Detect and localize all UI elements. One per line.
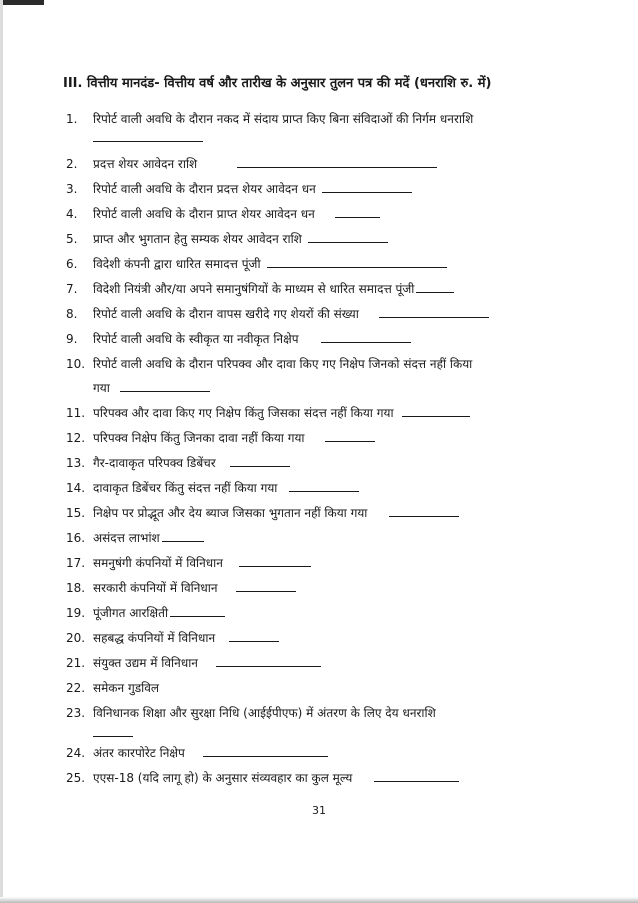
item-number: 2. xyxy=(66,157,78,171)
item-number: 14. xyxy=(66,481,86,495)
item-text: विदेशी नियंत्री और/या अपने समानुषंगियों के माध्यम से धारित समादत्त पूंजी xyxy=(93,282,415,296)
answer-blank[interactable] xyxy=(170,606,225,617)
item-text: संयुक्त उद्यम में विनिधान xyxy=(93,656,198,670)
list-item xyxy=(66,406,586,421)
list-item xyxy=(66,581,586,596)
answer-blank[interactable] xyxy=(229,631,279,642)
item-number: 5. xyxy=(66,232,78,246)
item-text: पूंजीगत आरक्षिती xyxy=(93,606,169,620)
item-text: परिपक्व निक्षेप किंतु जिनका दावा नहीं किया गया xyxy=(93,431,305,445)
list-item xyxy=(66,631,586,646)
item-text: रिपोर्ट वाली अवधि के दौरान नकद में संदाय प्राप्त किए बिना संविदाओं की निर्गम धनराशि xyxy=(93,112,474,126)
list-item xyxy=(66,606,586,621)
answer-blank[interactable] xyxy=(402,406,470,417)
list-item xyxy=(66,456,586,471)
list-item xyxy=(66,531,586,546)
list-item xyxy=(66,481,586,496)
answer-blank[interactable] xyxy=(321,332,411,343)
list-item xyxy=(66,357,586,372)
list-item xyxy=(66,307,586,322)
answer-blank[interactable] xyxy=(308,232,388,243)
item-number: 3. xyxy=(66,182,78,196)
answer-blank[interactable] xyxy=(325,431,375,442)
list-item xyxy=(66,656,586,671)
item-text: समेकन गुडविल xyxy=(93,681,160,695)
item-text: रिपोर्ट वाली अवधि के दौरान वापस खरीदे गए शेयरों की संख्या xyxy=(93,307,359,321)
item-text: परिपक्व और दावा किए गए निक्षेप किंतु जिसका संदत्त नहीं किया गया xyxy=(93,406,394,420)
list-item xyxy=(66,112,586,127)
item-number: 11. xyxy=(66,406,86,420)
list-item xyxy=(66,556,586,571)
answer-blank[interactable] xyxy=(162,531,204,542)
item-text: रिपोर्ट वाली अवधि के स्वीकृत या नवीकृत निक्षेप xyxy=(93,332,299,346)
item-text: दावाकृत डिबेंचर किंतु संदत्त नहीं किया गया xyxy=(93,481,278,495)
item-text-continuation: गया xyxy=(93,381,110,395)
list-item xyxy=(66,746,586,761)
answer-blank[interactable] xyxy=(374,771,459,782)
item-number: 12. xyxy=(66,431,86,445)
item-text: रिपोर्ट वाली अवधि के दौरान प्राप्त शेयर आवेदन धन xyxy=(93,207,315,221)
item-text: समनुषंगी कंपनियों में विनिधान xyxy=(93,556,223,570)
scan-bottom-shadow xyxy=(0,897,638,903)
page-number: 31 xyxy=(312,804,326,817)
list-item xyxy=(66,771,586,786)
list-item xyxy=(66,182,586,197)
list-item xyxy=(66,257,586,272)
item-number: 16. xyxy=(66,531,86,545)
scan-edge-mark xyxy=(0,0,44,5)
item-number: 18. xyxy=(66,581,86,595)
item-number: 6. xyxy=(66,257,78,271)
item-number: 22. xyxy=(66,681,86,695)
item-number: 1. xyxy=(66,112,78,126)
answer-blank[interactable] xyxy=(379,307,489,318)
section-heading: III. वित्तीय मानदंड- वित्तीय वर्ष और तारीख के अनुसार तुलन पत्र की मदें (धनराशि रु. में) xyxy=(63,76,492,91)
item-number: 10. xyxy=(66,357,86,371)
item-text: सरकारी कंपनियों में विनिधान xyxy=(93,581,218,595)
item-text: असंदत्त लाभांश xyxy=(93,531,160,545)
item-text: प्रदत्त शेयर आवेदन राशि xyxy=(93,157,198,171)
answer-blank[interactable] xyxy=(230,456,290,467)
item-text: रिपोर्ट वाली अवधि के दौरान परिपक्व और दावा किए गए निक्षेप जिनको संदत्त नहीं किया xyxy=(93,357,473,371)
item-number: 13. xyxy=(66,456,86,470)
answer-blank[interactable] xyxy=(416,282,454,293)
answer-blank[interactable] xyxy=(322,182,412,193)
list-item xyxy=(66,431,586,446)
item-text: विनिधानक शिक्षा और सुरक्षा निधि (आईईपीएफ) में अंतरण के लिए देय धनराशि xyxy=(93,706,436,720)
list-item xyxy=(66,332,586,347)
answer-blank[interactable] xyxy=(389,506,459,517)
item-text: निक्षेप पर प्रोद्भूत और देय ब्याज जिसका भुगतान नहीं किया गया xyxy=(93,506,368,520)
item-text: प्राप्त और भुगतान हेतु सम्यक शेयर आवेदन राशि xyxy=(93,232,302,246)
item-continuation xyxy=(93,381,210,396)
list-item xyxy=(66,207,586,222)
item-number: 24. xyxy=(66,746,86,760)
item-text: एएस-18 (यदि लागू हो) के अनुसार संव्यवहार का कुल मूल्य xyxy=(93,771,353,785)
item-text: अंतर कारपोरेट निक्षेप xyxy=(93,746,185,760)
item-text: विदेशी कंपनी द्वारा धारित समादत्त पूंजी xyxy=(93,257,261,271)
answer-blank[interactable] xyxy=(203,746,328,757)
item-number: 17. xyxy=(66,556,86,570)
item-number: 23. xyxy=(66,706,86,720)
answer-blank[interactable] xyxy=(237,157,437,168)
answer-blank[interactable] xyxy=(120,381,210,392)
answer-blank[interactable] xyxy=(289,481,359,492)
item-text: गैर-दावाकृत परिपक्व डिबेंचर xyxy=(93,456,216,470)
answer-blank[interactable] xyxy=(267,257,447,268)
item-number: 19. xyxy=(66,606,86,620)
item-text: रिपोर्ट वाली अवधि के दौरान प्रदत्त शेयर आवेदन धन xyxy=(93,182,316,196)
item-answer-line[interactable] xyxy=(93,726,133,741)
list-item xyxy=(66,232,586,247)
item-answer-line[interactable] xyxy=(93,131,203,146)
answer-blank[interactable] xyxy=(236,581,296,592)
list-item xyxy=(66,282,586,297)
scan-edge-shadow xyxy=(0,0,3,903)
item-number: 20. xyxy=(66,631,86,645)
list-item xyxy=(66,506,586,521)
item-number: 8. xyxy=(66,307,78,321)
list-item xyxy=(66,681,586,696)
item-number: 4. xyxy=(66,207,78,221)
item-number: 7. xyxy=(66,282,78,296)
answer-blank[interactable] xyxy=(335,207,380,218)
answer-blank[interactable] xyxy=(239,556,311,567)
item-text: सहबद्ध कंपनियों में विनिधान xyxy=(93,631,216,645)
list-item xyxy=(66,157,586,172)
answer-blank[interactable] xyxy=(216,656,321,667)
item-number: 9. xyxy=(66,332,78,346)
item-number: 21. xyxy=(66,656,86,670)
item-number: 15. xyxy=(66,506,86,520)
list-item xyxy=(66,706,586,721)
item-number: 25. xyxy=(66,771,86,785)
